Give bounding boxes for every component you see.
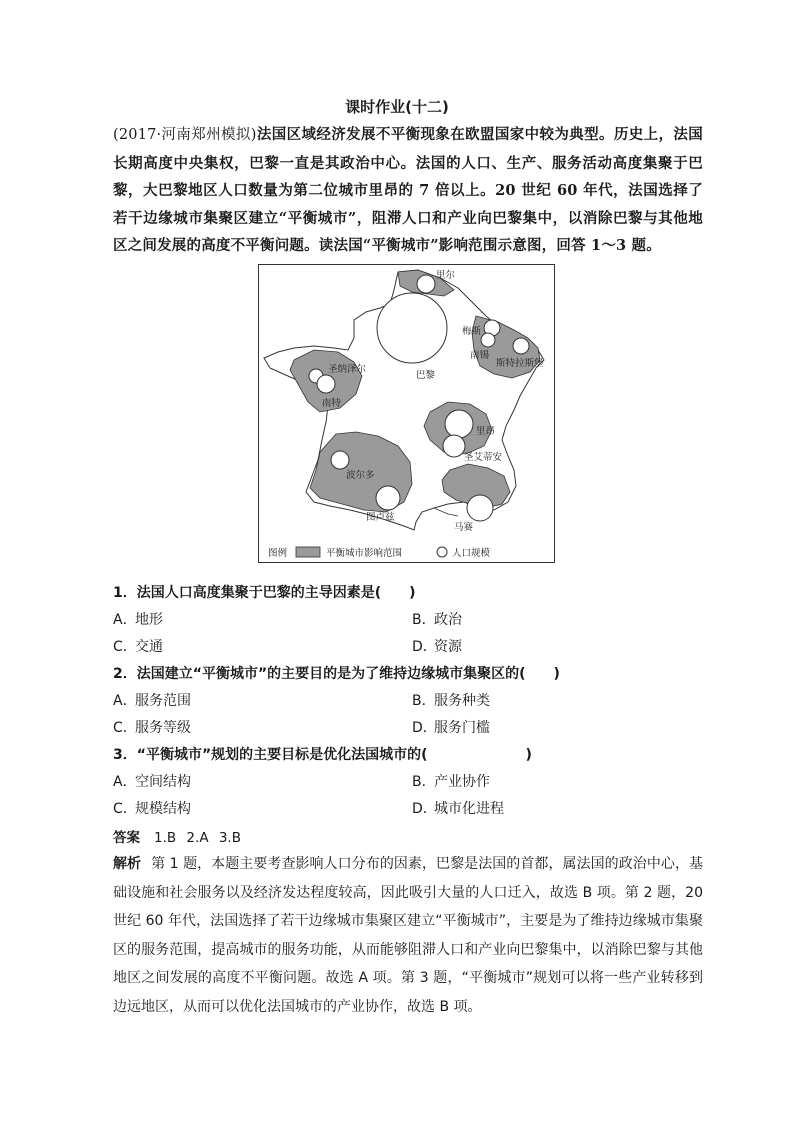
- option-text: 规模结构: [135, 801, 191, 817]
- question-1-option-c[interactable]: [113, 636, 163, 656]
- option-text: 地形: [135, 612, 163, 628]
- option-key: D．: [412, 801, 437, 817]
- france-map: [258, 264, 555, 563]
- answer-line: [113, 826, 241, 846]
- city-circle-toulouse: [376, 486, 400, 510]
- label-saint-etienne: 圣艾蒂安: [464, 452, 503, 463]
- france-map-figure: [258, 264, 555, 563]
- city-circle-nantes: [317, 375, 335, 393]
- label-metz: 梅斯: [462, 326, 482, 337]
- option-key: B．: [412, 774, 436, 790]
- label-bordeaux: 波尔多: [346, 470, 375, 481]
- map-legend: [268, 547, 491, 559]
- intro-paragraph: [113, 121, 703, 260]
- legend-title: 图例: [268, 548, 288, 559]
- option-text: 服务范围: [135, 693, 191, 709]
- question-3-option-d[interactable]: [412, 798, 504, 818]
- answer-label: 答案: [113, 830, 140, 846]
- explanation-label: 解析: [113, 856, 142, 872]
- question-3-stem: 3．“平衡城市”规划的主要目标是优化法国城市的( ): [113, 747, 532, 763]
- option-text: 服务等级: [135, 720, 191, 736]
- option-text: 服务门槛: [434, 720, 490, 736]
- label-marseille: 马赛: [454, 522, 474, 533]
- legend-circle-label: 人口规模: [452, 548, 491, 559]
- question-1-option-b[interactable]: [412, 609, 462, 629]
- label-saint-nazaire: 圣纳泽尔: [328, 364, 367, 375]
- question-3-option-c[interactable]: [113, 798, 191, 818]
- question-2-option-b[interactable]: [412, 690, 490, 710]
- city-circle-bordeaux: [331, 451, 349, 469]
- city-circle-lyon: [445, 410, 473, 438]
- label-lyon: 里昂: [476, 426, 496, 437]
- explanation-paragraph: [113, 850, 703, 1021]
- option-text: 资源: [434, 639, 462, 655]
- option-text: 交通: [135, 639, 163, 655]
- question-2-option-a[interactable]: [113, 690, 191, 710]
- city-circle-strasbourg: [513, 338, 529, 354]
- option-key: A．: [113, 612, 137, 628]
- question-1-option-d[interactable]: [412, 636, 462, 656]
- option-key: C．: [113, 720, 137, 736]
- option-text: 政治: [434, 612, 462, 628]
- city-circle-saint-etienne: [443, 435, 465, 457]
- option-key: A．: [113, 774, 137, 790]
- intro-text: 法国区域经济发展不平衡现象在欧盟国家中较为典型。历史上，法国长期高度中央集权，巴黎一直是其政治中心。法国的人口、生产、服务活动高度集聚于巴黎，大巴黎地区人口数量为第二位城市里昂的 7 倍以上。20 世纪 60 年代，法国选择了若干边缘城市集聚区建立“平衡城市”，阻滞人口和产业向巴黎集中，以消除巴黎与其他地区之间发展的高度不平衡问题。读法国“平衡城市”影响范围示意图，回答 1～3 题。: [113, 126, 703, 254]
- option-text: 城市化进程: [434, 801, 504, 817]
- option-text: 空间结构: [135, 774, 191, 790]
- explanation-text: 第 1 题，本题主要考查影响人口分布的因素，巴黎是法国的首都，属法国的政治中心，基础设施和社会服务以及经济发达程度较高，因此吸引大量的人口迁入，故选 B 项。第 2 题，20 世纪 60 年代，法国选择了若干边缘城市集聚区建立“平衡城市”，主要是为了维持边缘城市集聚区的服务范围，提高城市的服务功能，从而能够阻滞人口和产业向巴黎集中，以消除巴黎与其他地区之间发展的高度不平衡问题。故选 A 项。第 3 题，“平衡城市”规划可以将一些产业转移到边远地区，从而可以优化法国城市的产业协作，故选 B 项。: [113, 856, 703, 1015]
- city-circle-nancy: [481, 333, 495, 347]
- legend-area-swatch: [296, 547, 320, 557]
- question-2-option-c[interactable]: [113, 717, 191, 737]
- question-3-option-b[interactable]: [412, 771, 490, 791]
- city-circle-marseille: [467, 495, 493, 521]
- option-key: B．: [412, 693, 436, 709]
- city-circle-paris: [377, 293, 447, 363]
- legend-area-label: 平衡城市影响范围: [326, 548, 403, 559]
- label-lille: 里尔: [436, 270, 456, 281]
- label-nancy: 南锡: [470, 350, 490, 361]
- question-1-stem: 1．法国人口高度集聚于巴黎的主导因素是( ): [113, 585, 416, 601]
- label-toulouse: 图卢兹: [366, 512, 395, 523]
- question-3-option-a[interactable]: [113, 771, 191, 791]
- option-key: B．: [412, 612, 436, 628]
- intro-source: (2017·河南郑州模拟): [113, 127, 257, 143]
- legend-circle-swatch: [437, 547, 447, 557]
- answer-value: 1.B 2.A 3.B: [154, 830, 241, 846]
- question-2-option-d[interactable]: [412, 717, 490, 737]
- page-title: 课时作业(十二): [345, 98, 449, 116]
- option-key: C．: [113, 801, 137, 817]
- label-paris: 巴黎: [416, 370, 436, 381]
- question-1-option-a[interactable]: [113, 609, 163, 629]
- option-key: C．: [113, 639, 137, 655]
- option-text: 服务种类: [434, 693, 490, 709]
- option-key: D．: [412, 720, 437, 736]
- option-text: 产业协作: [434, 774, 490, 790]
- option-key: A．: [113, 693, 137, 709]
- question-2-stem: 2．法国建立“平衡城市”的主要目的是为了维持边缘城市集聚区的( ): [113, 666, 560, 682]
- label-nantes: 南特: [322, 398, 342, 409]
- option-key: D．: [412, 639, 437, 655]
- label-strasbourg: 斯特拉斯堡: [496, 358, 544, 369]
- city-circle-lille: [417, 275, 435, 293]
